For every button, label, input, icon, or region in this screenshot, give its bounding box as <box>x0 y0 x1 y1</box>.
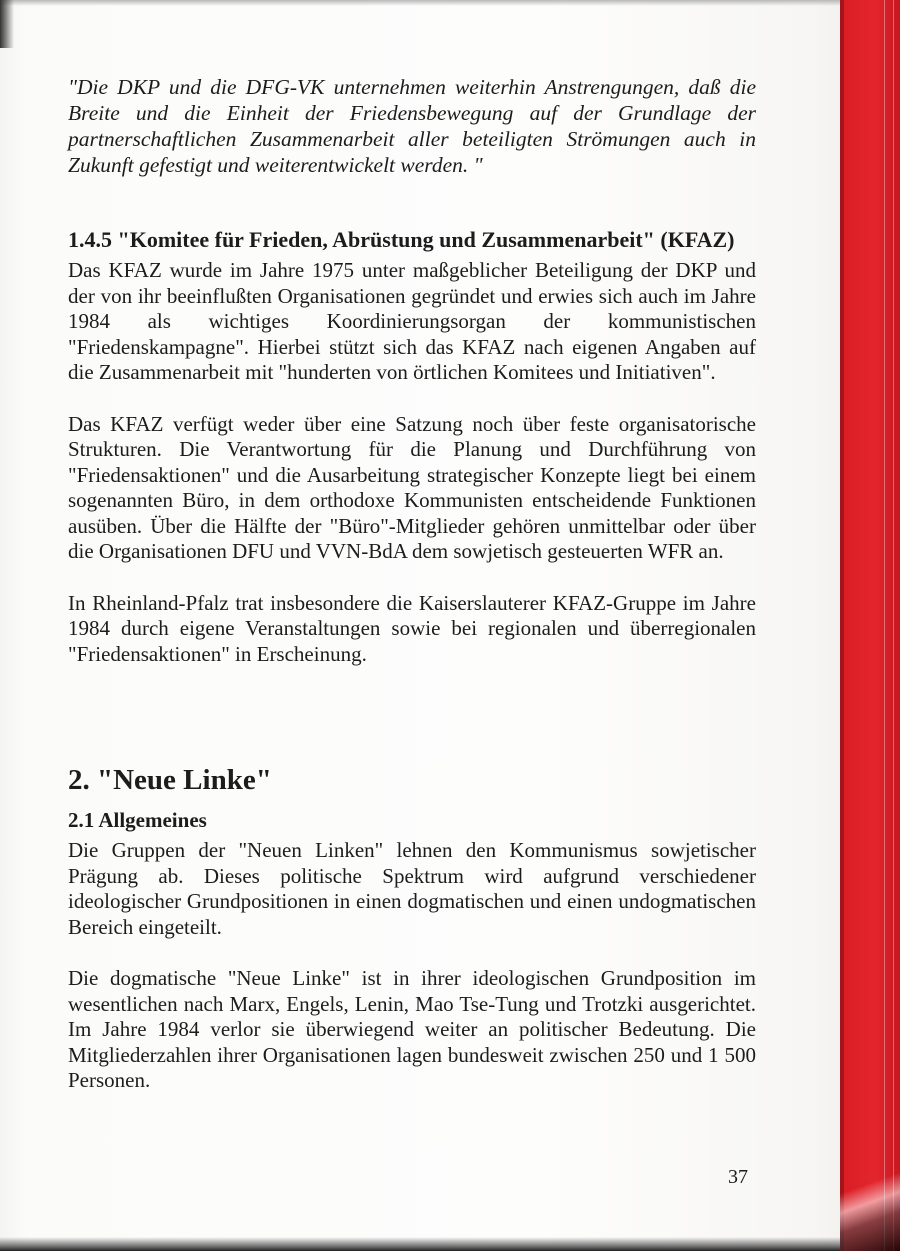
tab-fold <box>840 1141 900 1251</box>
chapter-paragraph-2: Die dogmatische "Neue Linke" ist in ihrer ideologischen Grundposition im wesentlichen nach Marx, Engels, Lenin, Mao Tse-Tung und Trotzki ausgerichtet. Im Jahre 1984 verlor sie überwiegend weiter an politischer Bedeutung. Die Mitgliederzahlen ihrer Organisationen lagen bundesweit zwischen 250 und 1 500 Personen. <box>68 966 756 1092</box>
tab-shadow <box>840 0 844 1251</box>
tab-lines <box>884 0 894 1251</box>
chapter-paragraph-1: Die Gruppen der "Neuen Linken" lehnen den Kommunismus sowjetischer Prägung ab. Dieses politische Spektrum wird aufgrund verschiedener ideologischer Grundpositionen in einen dogmatischen und einen undogmatischen Bereich eingeteilt. <box>68 838 756 939</box>
section-heading-kfaz: 1.4.5 "Komitee für Frieden, Abrüstung und Zusammenarbeit" (KFAZ) <box>68 227 735 252</box>
page-top-edge <box>0 0 900 6</box>
text-column <box>68 74 756 1094</box>
chapter-heading: 2. "Neue Linke" <box>68 764 272 796</box>
subsection-heading: 2.1 Allgemeines <box>68 808 207 832</box>
kfaz-paragraph-1: Das KFAZ wurde im Jahre 1975 unter maßgeblicher Beteiligung der DKP und der von ihr beeinflußten Organisationen gegründet und erwies sich auch im Jahre 1984 als wichtiges Koordinierungsorgan der kommunistischen "Friedenskampagne". Hierbei stützt sich das KFAZ nach eigenen Angaben auf die Zusammenarbeit mit "hunderten von örtlichen Komitees und Initiativen". <box>68 258 756 384</box>
page-bottom-edge <box>0 1237 840 1251</box>
kfaz-paragraph-3: In Rheinland-Pfalz trat insbesondere die Kaiserslauterer KFAZ-Gruppe im Jahre 1984 durch eigene Veranstaltungen sowie bei regionalen und überregionalen "Friedensaktionen" in Erscheinung. <box>68 590 756 666</box>
red-index-tab <box>840 0 900 1251</box>
quote-paragraph: "Die DKP und die DFG-VK unternehmen weiterhin Anstrengungen, daß die Breite und die Einheit der Friedensbewegung auf der Grundlage der partnerschaftlichen Zusammenarbeit aller beteiligten Strömungen auch in Zukunft gefestigt und weiterentwickelt werden. " <box>68 75 756 177</box>
kfaz-paragraph-2: Das KFAZ verfügt weder über eine Satzung noch über feste organisatorische Strukturen. Die Verantwortung für die Planung und Durchführung von "Friedensaktionen" und die Ausarbeitung strategischer Konzepte liegt bei einem sogenannten Büro, in dem orthodoxe Kommunisten entscheidende Funktionen ausüben. Über die Hälfte der "Büro"-Mitglieder gehören unmittelbar oder über die Organisationen DFU und VVN-BdA dem sowjetisch gesteuerten WFR an. <box>68 411 756 563</box>
page-corner-shadow <box>0 0 14 48</box>
page-number: 37 <box>728 1166 748 1188</box>
